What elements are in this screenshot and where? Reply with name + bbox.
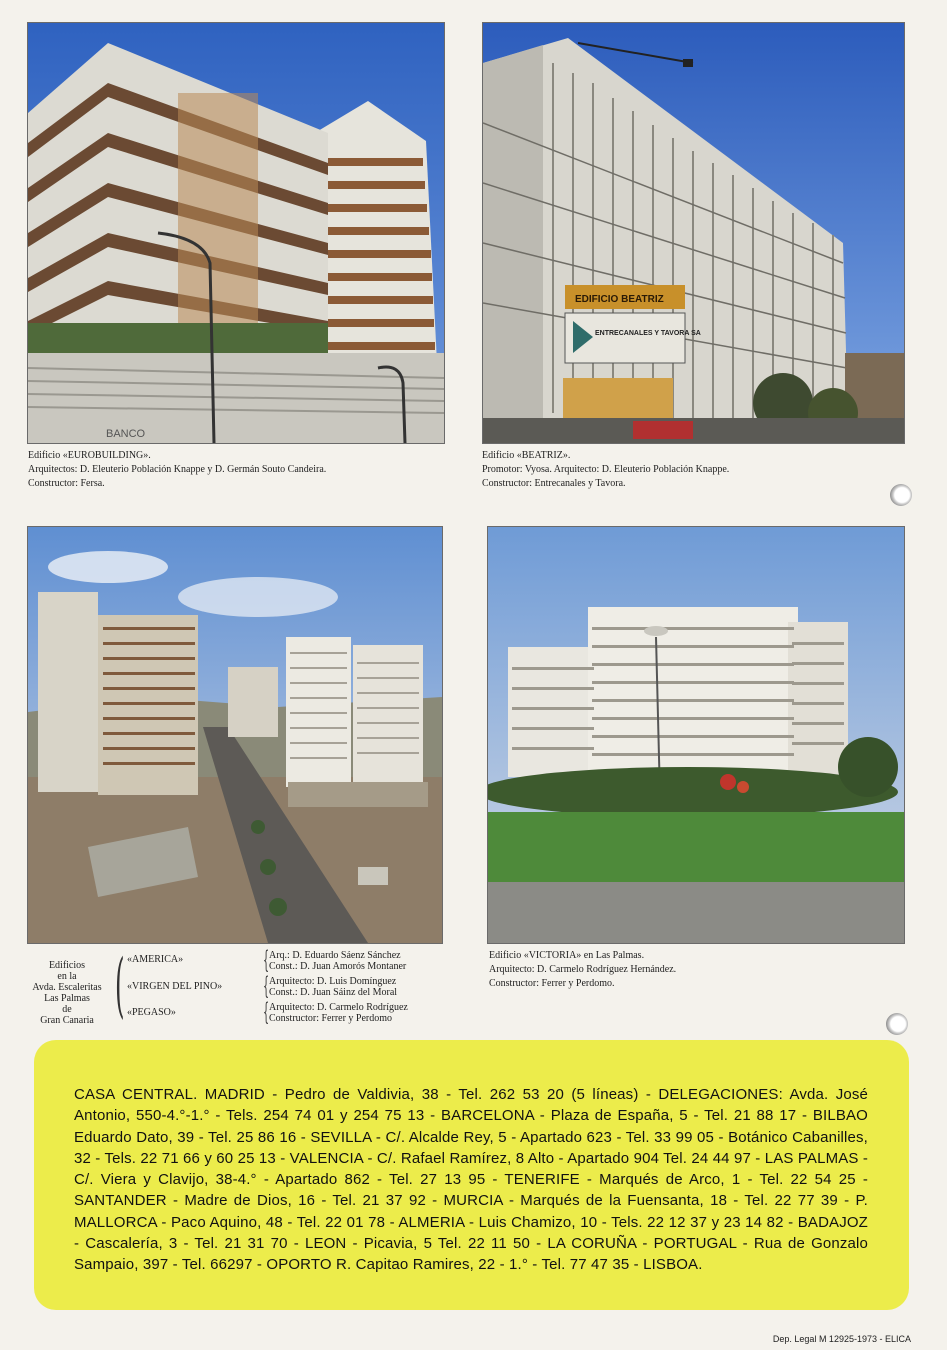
building-name-pegaso: «PEGASO» bbox=[127, 1007, 176, 1018]
credit-line: Arquitecto: D. Luis Domínguez bbox=[269, 976, 397, 987]
photo-beatriz bbox=[482, 22, 905, 444]
caption-line: Edificio «BEATRIZ». bbox=[482, 450, 571, 461]
caption-line: Promotor: Vyosa. Arquitecto: D. Eleuterio Población Knappe. bbox=[482, 464, 730, 475]
credit-line: Arq.: D. Eduardo Sáenz Sánchez bbox=[269, 950, 401, 961]
place-line: Gran Canaria bbox=[40, 1015, 94, 1026]
building-name-america: «AMERICA» bbox=[127, 954, 184, 965]
brace-mid-3: { bbox=[263, 998, 270, 1026]
photo-victoria bbox=[487, 526, 905, 944]
entrecanales-sign: ENTRECANALES Y TAVORA SA bbox=[595, 330, 701, 337]
place-line: de bbox=[62, 1004, 72, 1015]
escaleritas-legend bbox=[27, 944, 447, 1030]
caption-eurobuilding bbox=[28, 449, 326, 491]
brace-left: ( bbox=[115, 944, 125, 1026]
escaleritas-image bbox=[28, 527, 442, 943]
binder-hole-bottom bbox=[886, 1013, 908, 1035]
eurobuilding-image bbox=[28, 23, 444, 443]
place-line: Avda. Escaleritas bbox=[32, 982, 102, 993]
credit-line: Const.: D. Juan Sáinz del Moral bbox=[269, 987, 398, 998]
photo-escaleritas bbox=[27, 526, 443, 944]
victoria-image bbox=[488, 527, 904, 943]
photo-eurobuilding bbox=[27, 22, 445, 444]
brace-mid-2: { bbox=[263, 972, 270, 1000]
caption-victoria bbox=[489, 949, 676, 991]
contact-box bbox=[34, 1040, 909, 1310]
legal-deposit: Dep. Legal M 12925-1973 - ELICA bbox=[772, 1334, 911, 1344]
place-line: Las Palmas bbox=[44, 993, 90, 1004]
place-line: en la bbox=[57, 971, 77, 982]
caption-line: Constructor: Fersa. bbox=[28, 478, 105, 489]
contact-text: CASA CENTRAL. MADRID - Pedro de Valdivia, 38 - Tel. 262 53 20 (5 líneas) - DELEGACIONES: Avda. José Antonio, 550-4.°-1.° - Tels. 254 74 01 y 254 75 13 - BARCELONA - Plaza de España, 5 - Tel. 21 88 17 - BILBAO Eduardo Dato, 39 - Tel. 25 86 16 - SEVILLA - C/. Alcalde Rey, 5 - Apartado 623 - Tel. 33 99 05 - Botánico Cabanilles, 32 - Tels. 22 71 66 y 60 25 13 - VALENCIA - C/. Rafael Ramírez, 8 Alto - Apartado 904 Tel. 24 44 97 - LAS PALMAS - C/. Viera y Clavijo, 38-4.° - Apartado 862 - Tel. 27 13 95 - TENERIFE - Marqués de Arco, 1 - Tel. 22 54 25 - SANTANDER - Madre de Dios, 16 - Tel. 21 37 92 - MURCIA - Marqués de la Fuensanta, 18 - Tel. 22 77 39 - P. MALLORCA - Paco Aquino, 48 - Tel. 22 01 78 - ALMERIA - Luis Chamizo, 10 - Tels. 22 12 37 y 23 14 82 - BADAJOZ - Cascalería, 3 - Tel. 21 31 70 - LEON - Picavia, 5 Tel. 22 11 50 - LA CORUÑA - PORTUGAL - Rua de Gonzalo Sampaio, 397 - Tel. 66297 - OPORTO R. Capitao Ramires, 22 - 1.° - Tel. 77 47 35 - LISBOA. bbox=[74, 1086, 868, 1274]
caption-line: Edificio «VICTORIA» en Las Palmas. bbox=[489, 950, 645, 961]
beatriz-image bbox=[483, 23, 904, 443]
credit-line: Constructor: Ferrer y Perdomo bbox=[269, 1013, 393, 1024]
caption-line: Arquitectos: D. Eleuterio Población Knappe y D. Germán Souto Candeira. bbox=[28, 464, 327, 475]
legend-place bbox=[27, 960, 107, 1026]
building-name-virgen-del-pino: «VIRGEN DEL PINO» bbox=[127, 981, 223, 992]
place-line: Edificios bbox=[48, 960, 86, 971]
caption-line: Arquitecto: D. Carmelo Rodríguez Hernández. bbox=[489, 964, 677, 975]
beatriz-sign: EDIFICIO BEATRIZ bbox=[575, 294, 664, 305]
caption-beatriz bbox=[482, 449, 729, 491]
credit-line: Arquitecto: D. Carmelo Rodríguez bbox=[269, 1002, 408, 1013]
caption-line: Edificio «EUROBUILDING». bbox=[28, 450, 151, 461]
binder-hole-top bbox=[890, 484, 912, 506]
caption-line: Constructor: Ferrer y Perdomo. bbox=[489, 978, 615, 989]
brace-mid-1: { bbox=[263, 946, 270, 974]
credit-line: Const.: D. Juan Amorós Montaner bbox=[269, 961, 407, 972]
caption-line: Constructor: Entrecanales y Tavora. bbox=[482, 478, 626, 489]
bank-sign: BANCO bbox=[106, 428, 146, 440]
